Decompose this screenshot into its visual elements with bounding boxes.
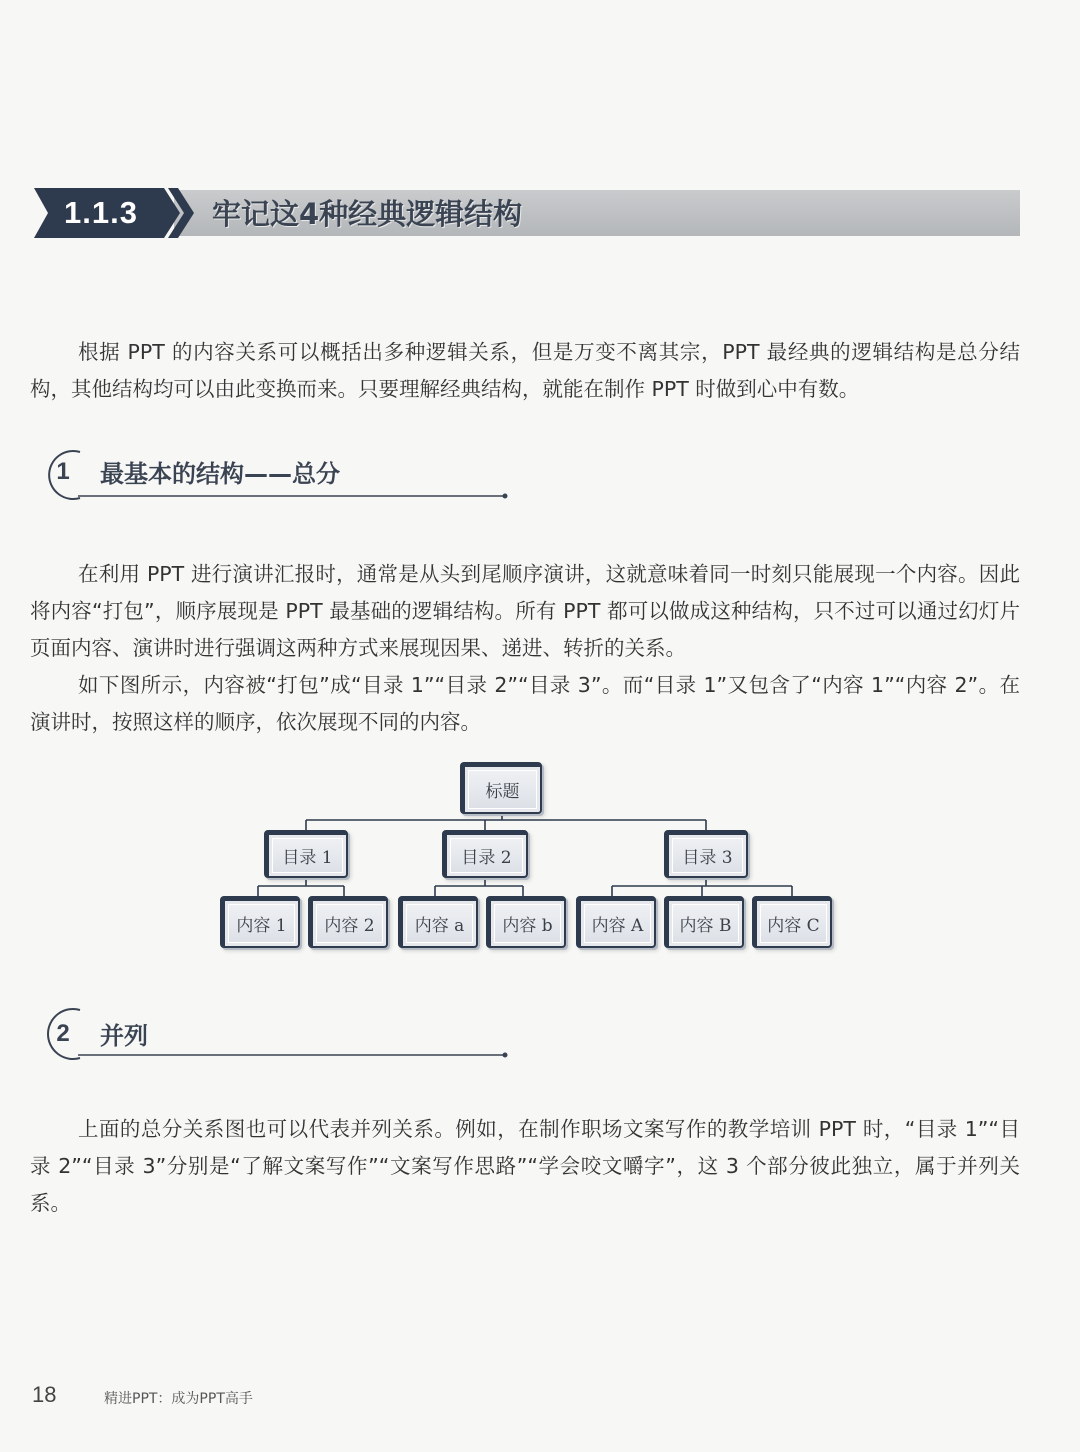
sub2-paragraph: 上面的总分关系图也可以代表并列关系。例如，在制作职场文案写作的教学培训 PPT 时，“目录 1”“目录 2”“目录 3”分别是“了解文案写作”“文案写作思路”“学会咬文嚼字”，这 3 个部分彼此独立，属于并列关系。 [30,1117,1020,1215]
diagram-node-level2-label: 内容 b [494,904,561,943]
diagram-node-level2-label: 内容 B [672,904,739,943]
diagram-node-level1 [264,830,348,878]
diagram-node-root-label: 标题 [468,770,537,809]
diagram-node-level2 [486,896,566,948]
diagram-node-root [460,762,542,814]
running-footer-title: 精进PPT：成为PPT高手 [104,1391,253,1407]
section-title: 牢记这4种经典逻辑结构 [212,197,523,231]
subheading-2 [34,1006,514,1062]
subheading-2-number: 2 [56,1020,70,1047]
sub1-paragraph-1: 在利用 PPT 进行演讲汇报时，通常是从头到尾顺序演讲，这就意味着同一时刻只能展现一个内容。因此将内容“打包”，顺序展现是 PPT 最基础的逻辑结构。所有 PPT 都可以做成这种结构，只不过可以通过幻灯片页面内容、演讲时进行强调这两种方式来展现因果、递进、转折的关系。 [30,562,1020,660]
page-number: 18 [32,1382,57,1407]
section-banner [34,188,1022,238]
intro-paragraph: 根据 PPT 的内容关系可以概括出多种逻辑关系，但是万变不离其宗，PPT 最经典的逻辑结构是总分结构，其他结构均可以由此变换而来。只要理解经典结构，就能在制作 PPT 时做到心中有数。 [30,340,1020,401]
sub1-paragraph-2: 如下图所示，内容被“打包”成“目录 1”“目录 2”“目录 3”。而“目录 1”又包含了“内容 1”“内容 2”。在演讲时，按照这样的顺序，依次展现不同的内容。 [30,673,1020,734]
diagram-node-level2 [752,896,832,948]
subheading-1-title: 最基本的结构——总分 [100,460,340,488]
diagram-node-level1-label: 目录 2 [450,838,523,873]
diagram-node-level1 [664,830,748,878]
diagram-node-level2 [308,896,388,948]
subheading-2-title: 并列 [100,1022,148,1050]
diagram-node-level2 [664,896,744,948]
diagram-node-level1 [442,830,528,878]
section-number: 1.1.3 [64,195,138,230]
diagram-node-level1-label: 目录 3 [672,838,743,873]
diagram-node-level2 [398,896,478,948]
diagram-node-level2-label: 内容 A [584,904,651,943]
diagram-node-level2-label: 内容 1 [228,904,295,943]
diagram-node-level1-label: 目录 1 [272,838,343,873]
diagram-node-level2-label: 内容 C [760,904,827,943]
subheading-1-number: 1 [56,458,70,485]
diagram-node-level2 [576,896,656,948]
diagram-node-level2-label: 内容 a [406,904,473,943]
subheading-1 [34,446,514,502]
diagram-node-level2 [220,896,300,948]
diagram-node-level2-label: 内容 2 [316,904,383,943]
